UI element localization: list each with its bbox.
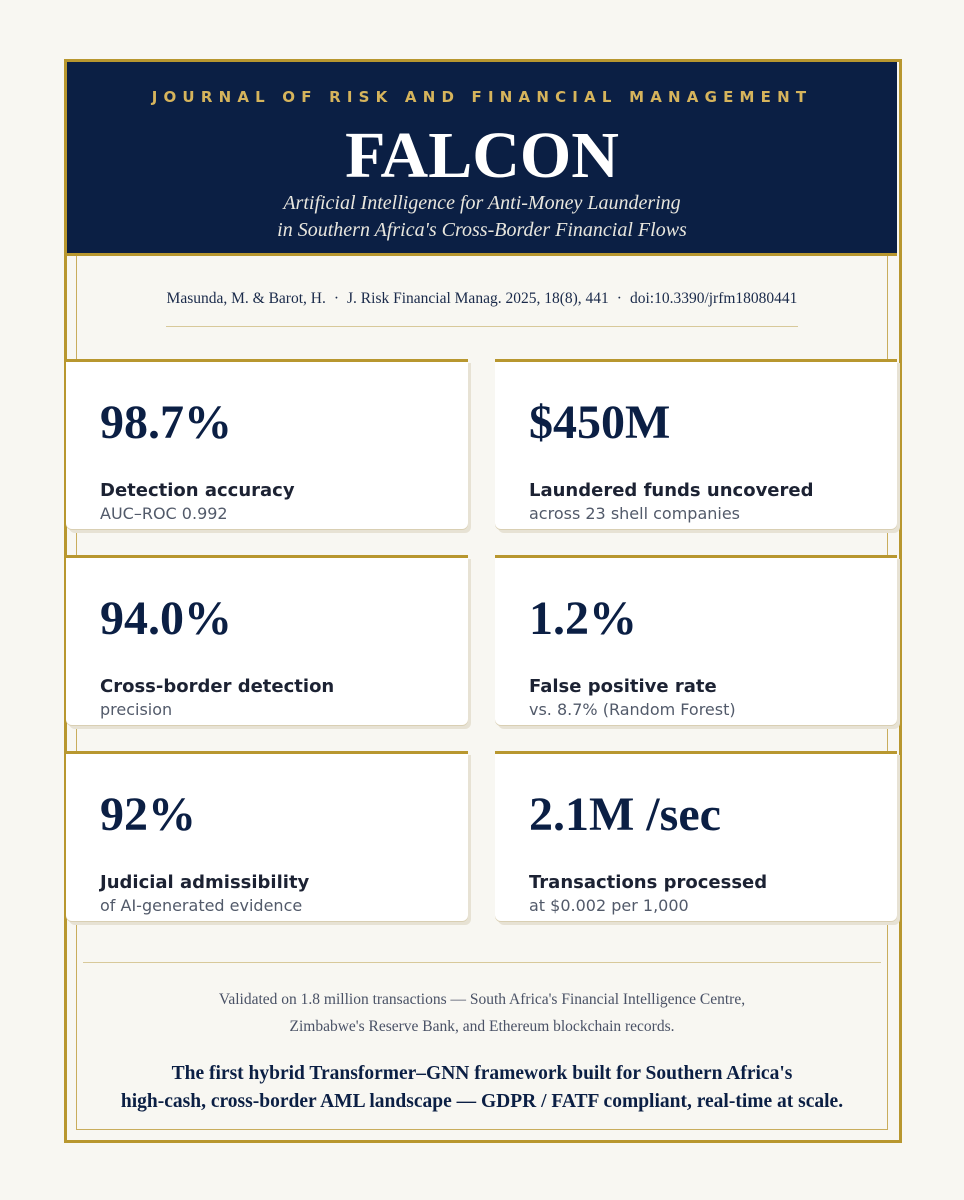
stat-card-cross-border-detection <box>66 555 468 725</box>
subtitle-line-1: Artificial Intelligence for Anti-Money Laundering <box>283 192 681 214</box>
stat-value: 1.2% <box>529 592 637 645</box>
tagline-line-1: The first hybrid Transformer–GNN framework built for Southern Africa's <box>171 1063 793 1084</box>
validation-line-1: Validated on 1.8 million transactions — South Africa's Financial Intelligence Centre, <box>218 991 746 1008</box>
validation-line-2: Zimbabwe's Reserve Bank, and Ethereum blockchain records. <box>289 1018 675 1035</box>
stat-sublabel: of AI-generated evidence <box>100 896 303 915</box>
divider <box>83 962 881 963</box>
divider <box>166 326 798 327</box>
citation-line <box>67 290 897 308</box>
stat-sublabel: across 23 shell companies <box>529 504 741 523</box>
subtitle-line-2: in Southern Africa's Cross-Border Financial Flows <box>277 219 687 241</box>
citation-separator: · <box>616 290 622 307</box>
stat-label: False positive rate <box>529 676 717 697</box>
journal-name: JOURNAL OF RISK AND FINANCIAL MANAGEMENT <box>151 88 813 106</box>
stat-card-laundered-funds <box>495 359 897 529</box>
tagline-line-2: high-cash, cross-border AML landscape — GDPR / FATF compliant, real-time at scale. <box>120 1091 844 1112</box>
stat-label: Laundered funds uncovered <box>529 480 814 501</box>
stat-card-detection-accuracy <box>66 359 468 529</box>
stat-value: 92% <box>100 788 196 841</box>
stat-card-judicial-admissibility <box>66 751 468 921</box>
stat-sublabel: at $0.002 per 1,000 <box>529 896 689 915</box>
stat-label: Transactions processed <box>529 872 768 893</box>
citation-authors: Masunda, M. & Barot, H. <box>166 290 326 307</box>
citation-doi: doi:10.3390/jrfm18080441 <box>629 290 798 307</box>
stat-value: 98.7% <box>100 396 232 449</box>
poster-subtitle <box>67 190 897 244</box>
stat-value: 94.0% <box>100 592 232 645</box>
stat-sublabel: vs. 8.7% (Random Forest) <box>529 700 736 719</box>
validation-note <box>67 986 897 1040</box>
tagline <box>67 1060 897 1116</box>
stat-value: 2.1M /sec <box>529 788 721 841</box>
stat-card-false-positive-rate <box>495 555 897 725</box>
stat-value: $450M <box>529 396 671 449</box>
citation-journal-ref: J. Risk Financial Manag. 2025, 18(8), 441 <box>347 290 609 307</box>
stat-label: Cross-border detection <box>100 676 335 697</box>
citation-separator: · <box>333 290 340 307</box>
stat-sublabel: AUC–ROC 0.992 <box>100 504 228 523</box>
stat-sublabel: precision <box>100 700 173 719</box>
poster-title: FALCON <box>345 119 619 192</box>
stat-label: Judicial admissibility <box>100 872 310 893</box>
stat-label: Detection accuracy <box>100 480 295 501</box>
stat-card-transactions-processed <box>495 751 897 921</box>
header-banner <box>67 62 897 256</box>
